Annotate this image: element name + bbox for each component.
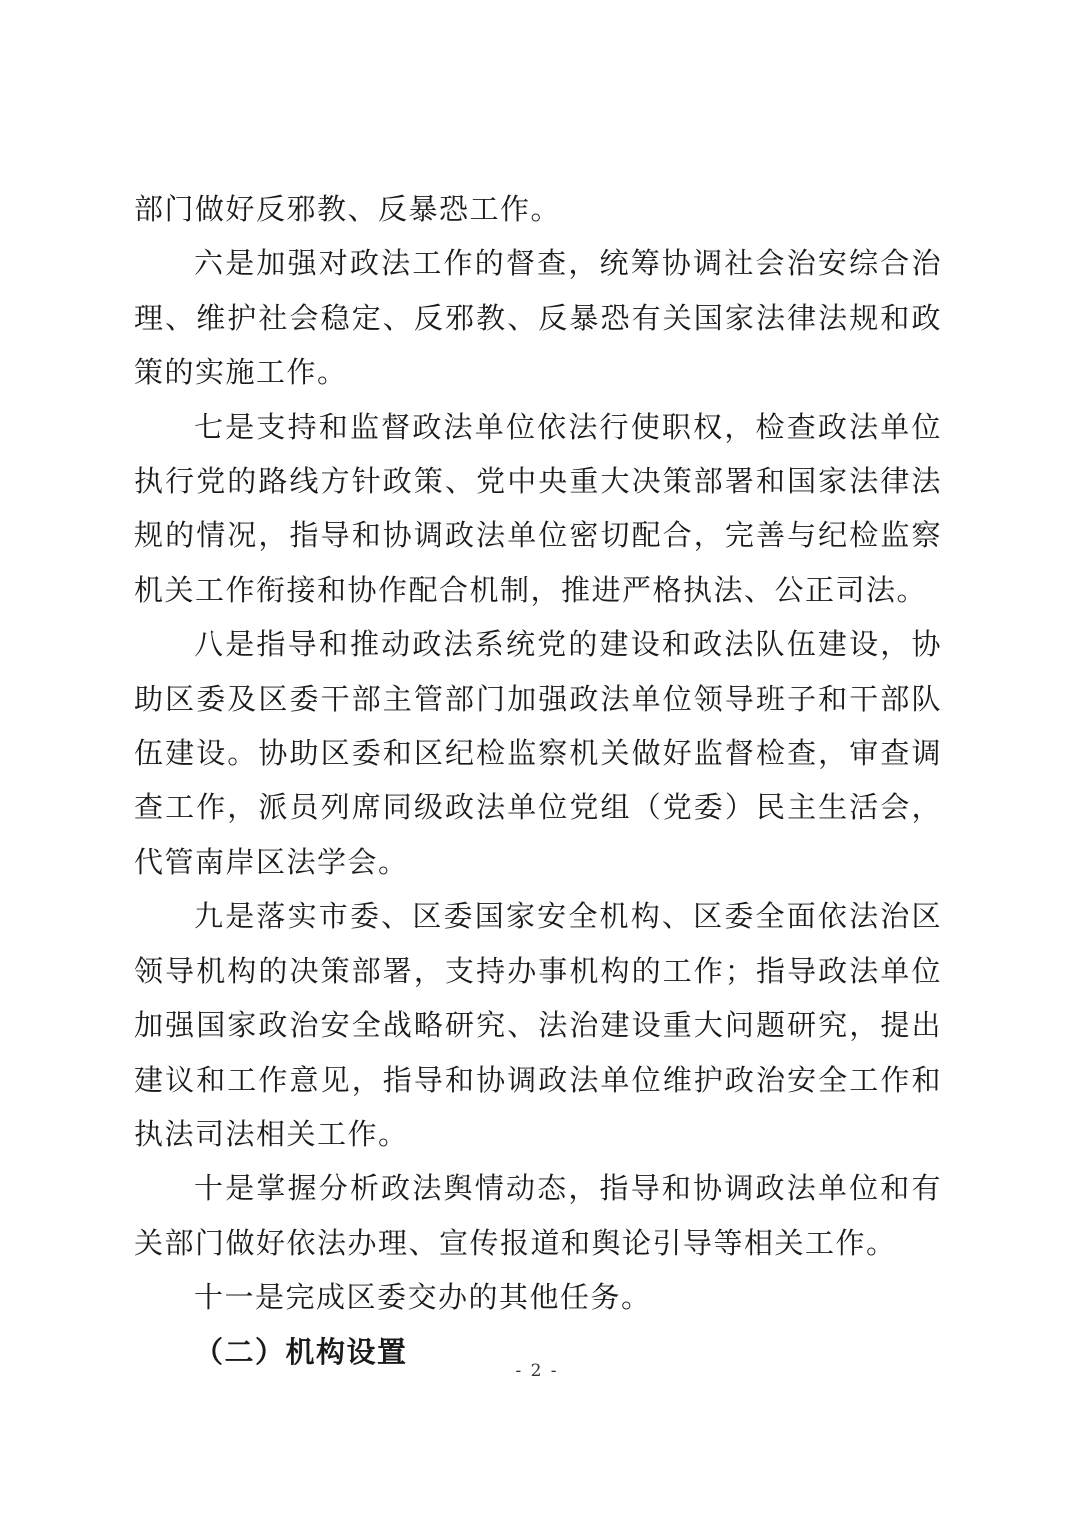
paragraph-continuation: 部门做好反邪教、反暴恐工作。 [134,192,562,226]
paragraph-item-10: 十是掌握分析政法舆情动态，指导和协调政法单位和有关部门做好依法办理、宣传报道和舆论引导等相关工作。 [134,1171,942,1260]
paragraph-item-6: 六是加强对政法工作的督查，统筹协调社会治安综合治理、维护社会稳定、反邪教、反暴恐有关国家法律法规和政策的实施工作。 [134,246,942,390]
section-heading-org-setup: （二）机构设置 [194,1334,408,1369]
paragraph-item-8: 八是指导和推动政法系统党的建设和政法队伍建设，协助区委及区委干部主管部门加强政法单位领导班子和干部队伍建设。协助区委和区纪检监察机关做好监督检查，审查调查工作，派员列席同级政法单位党组（党委）民主生活会，代管南岸区法学会。 [134,627,942,879]
paragraph-item-7: 七是支持和监督政法单位依法行使职权，检查政法单位执行党的路线方针政策、党中央重大决策部署和国家法律法规的情况，指导和协调政法单位密切配合，完善与纪检监察机关工作衔接和协作配合机制，推进严格执法、公正司法。 [134,409,942,607]
paragraph-item-9: 九是落实市委、区委国家安全机构、区委全面依法治区领导机构的决策部署，支持办事机构的工作；指导政法单位加强国家政治安全战略研究、法治建设重大问题研究，提出建议和工作意见，指导和协调政法单位维护政治安全工作和执法司法相关工作。 [134,899,942,1151]
paragraph-item-11: 十一是完成区委交办的其他任务。 [194,1280,652,1315]
document-body [134,182,942,1379]
page-number: - 2 - [515,1361,559,1381]
